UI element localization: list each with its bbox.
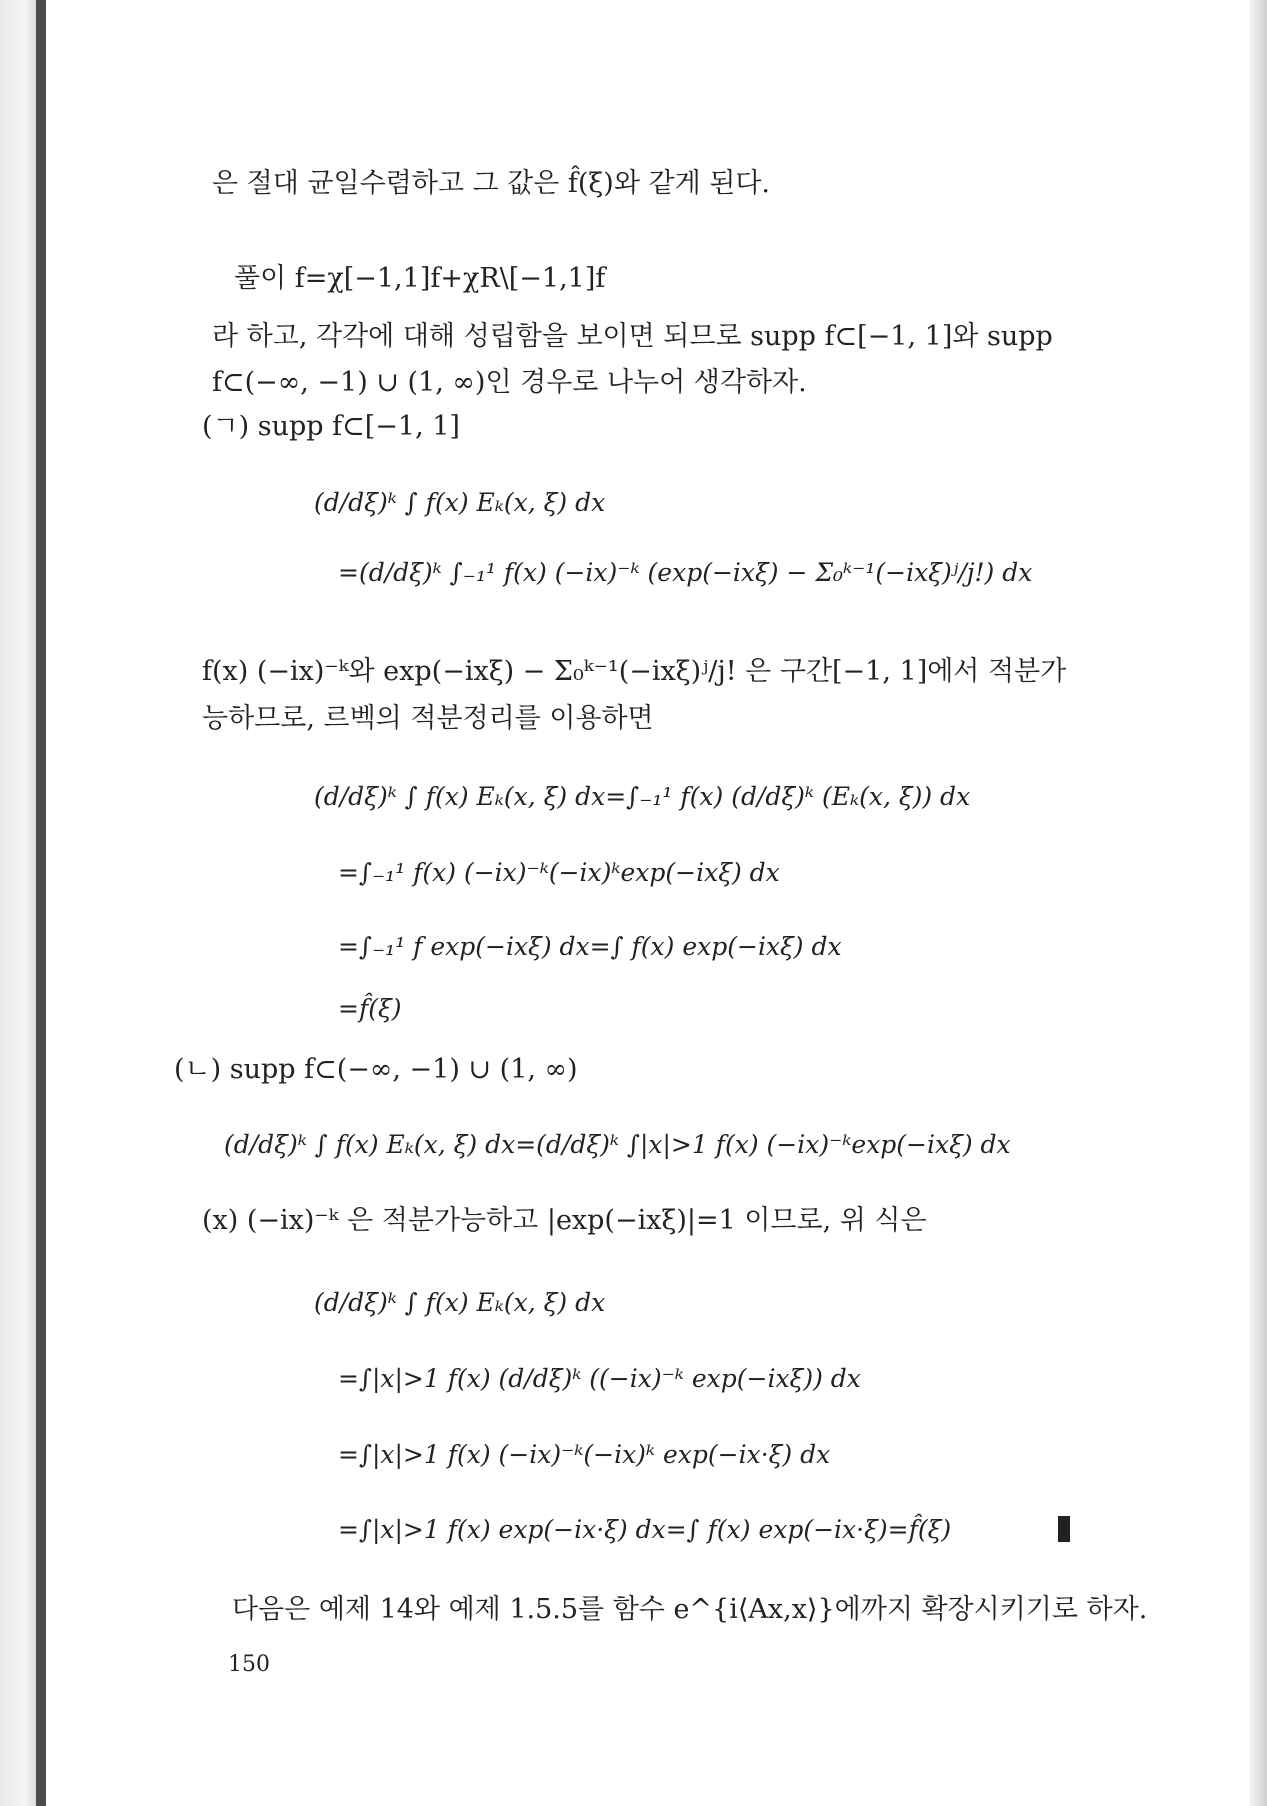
text-line: f(x) (−ix)⁻ᵏ와 exp(−ixξ) − Σ₀ᵏ⁻¹(−ixξ)ʲ/j! 은 구간[−1, 1]에서 적분가	[202, 656, 1067, 687]
book-page	[46, 0, 1249, 1806]
equation: =∫|x|>1 f(x) (d/dξ)ᵏ ((−ix)⁻ᵏ exp(−ixξ)) dx	[338, 1364, 861, 1393]
equation: (d/dξ)ᵏ ∫ f(x) Eₖ(x, ξ) dx=∫₋₁¹ f(x) (d/dξ)ᵏ (Eₖ(x, ξ)) dx	[314, 782, 971, 811]
qed-symbol	[1058, 1516, 1070, 1542]
equation: =∫|x|>1 f(x) (−ix)⁻ᵏ(−ix)ᵏ exp(−ix·ξ) dx	[338, 1440, 831, 1469]
book-page-edge	[0, 0, 40, 1806]
case-b-heading: (ㄴ) supp f⊂(−∞, −1) ∪ (1, ∞)	[174, 1054, 578, 1085]
equation: (d/dξ)ᵏ ∫ f(x) Eₖ(x, ξ) dx	[314, 488, 606, 517]
text-line: 다음은 예제 14와 예제 1.5.5를 함수 e^{i⟨Ax,x⟩}에까지 확장시키기로 하자.	[232, 1594, 1148, 1625]
text-line: (x) (−ix)⁻ᵏ 은 적분가능하고 |exp(−ixξ)|=1 이므로, 위 식은	[202, 1205, 927, 1236]
equation: =f̂(ξ)	[338, 994, 402, 1023]
book-spine	[36, 0, 46, 1806]
equation: (d/dξ)ᵏ ∫ f(x) Eₖ(x, ξ) dx=(d/dξ)ᵏ ∫|x|>1 f(x) (−ix)⁻ᵏexp(−ixξ) dx	[224, 1130, 1011, 1159]
solution-heading: 풀이 f=χ[−1,1]f+χR\[−1,1]f	[234, 263, 606, 294]
equation: =(d/dξ)ᵏ ∫₋₁¹ f(x) (−ix)⁻ᵏ (exp(−ixξ) − Σ₀ᵏ⁻¹(−ixξ)ʲ/j!) dx	[338, 558, 1033, 587]
text-line: 라 하고, 각각에 대해 성립함을 보이면 되므로 supp f⊂[−1, 1]와 supp	[212, 321, 1053, 352]
equation: =∫₋₁¹ f(x) (−ix)⁻ᵏ(−ix)ᵏexp(−ixξ) dx	[338, 858, 780, 887]
page-number: 150	[228, 1652, 270, 1677]
equation: (d/dξ)ᵏ ∫ f(x) Eₖ(x, ξ) dx	[314, 1288, 606, 1317]
equation: =∫₋₁¹ f exp(−ixξ) dx=∫ f(x) exp(−ixξ) dx	[338, 932, 842, 961]
text-line: 은 절대 균일수렴하고 그 값은 f̂(ξ)와 같게 된다.	[212, 168, 770, 199]
equation: =∫|x|>1 f(x) exp(−ix·ξ) dx=∫ f(x) exp(−ix·ξ)=f̂(ξ)	[338, 1515, 952, 1544]
book-right-shadow	[1249, 0, 1267, 1806]
text-line: 능하므로, 르벡의 적분정리를 이용하면	[202, 703, 654, 734]
text-line: f⊂(−∞, −1) ∪ (1, ∞)인 경우로 나누어 생각하자.	[212, 367, 807, 398]
case-a-heading: (ㄱ) supp f⊂[−1, 1]	[202, 411, 460, 442]
